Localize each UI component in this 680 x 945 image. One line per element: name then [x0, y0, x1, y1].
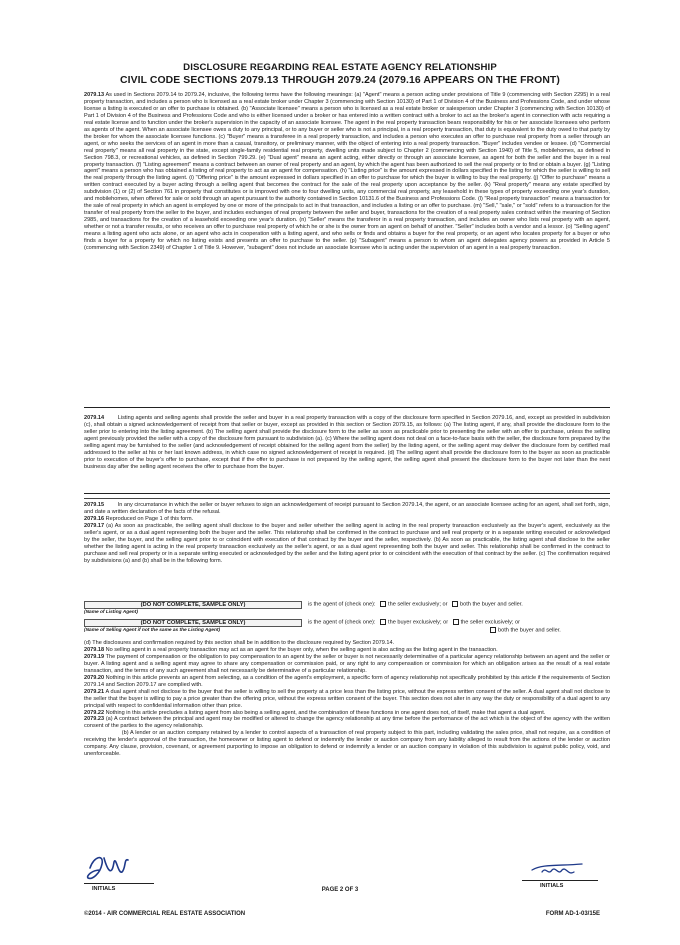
- section-text: (b) A lender or an auction company retained by a lender to control aspects of a transaction of real property subject to this part, including validating the sales price, shall not require, as a condition of receiving the lender's approval of the transaction, the homeowner or listing agent to defend or indemnify the lender or auction company from any liability alleged to result from the actions of the lender or auction company. Any clause, provision, covenant, or agreement purporting to impose an obligation to defend or indemnify a lender or an auction company in violation of this subdivision is against public policy, void, and unenforceable.: [84, 730, 611, 758]
- form-number: FORM AD-1-03/15E: [545, 911, 600, 917]
- section-2079-17: [84, 523, 610, 565]
- seller-exclusive-checkbox[interactable]: [380, 601, 386, 607]
- listing-agent-sample-field: (DO NOT COMPLETE, SAMPLE ONLY): [84, 601, 302, 609]
- section-2079-19: [84, 654, 610, 675]
- section-divider: [84, 493, 610, 494]
- checkbox-label: both the buyer and seller.: [460, 601, 523, 608]
- section-2079-15-17: [84, 502, 610, 565]
- section-divider: [84, 407, 610, 408]
- section-number: 2079.14: [84, 415, 105, 421]
- section-text: In any circumstance in which the seller or buyer refuses to sign an acknowledgement of receipt pursuant to Section 2079.14, the agent, or an associate licensee acting for an agent, shall set forth, sign, and date a written declaration of the facts of the refusal.: [84, 502, 610, 515]
- section-number: 2079.22: [84, 709, 105, 716]
- initials-label-left: INITIALS: [92, 886, 116, 892]
- checkbox-label: the buyer exclusively; or: [388, 619, 449, 626]
- selling-agent-both-choice: [487, 627, 561, 633]
- agency-prompt: is the agent of (check one):: [308, 619, 376, 626]
- section-2079-17d: (d) The disclosures and confirmation required by this section shall be in addition to the disclosure required by Section 2079.14.: [84, 640, 395, 646]
- page-number: PAGE 2 OF 3: [321, 887, 359, 893]
- section-2079-21: [84, 689, 610, 710]
- both-buyer-seller-checkbox[interactable]: [490, 627, 496, 633]
- section-text: A dual agent shall not disclose to the buyer that the seller is willing to sell the property at a price less than the listing price, without the express written consent of the seller. A dual agent shall not disclose to the seller that the buyer is willing to pay a price greater than the offering price, without the express written consent of the buyer. This section does not alter in any way the duty or responsibility of a dual agent to any principal with respect to confidential information other than price.: [84, 688, 610, 709]
- checkbox-label: the seller exclusively; or: [460, 619, 521, 626]
- initials-label-right: INITIALS: [540, 883, 564, 889]
- selling-agent-caption: (Name of Selling Agent if not the same as the Listing Agent): [84, 628, 221, 633]
- section-number: 2079.16: [84, 515, 105, 522]
- section-number: 2079.17: [84, 522, 105, 529]
- copyright-notice: ©2014 - AIR COMMERCIAL REAL ESTATE ASSOCIATION: [84, 911, 246, 917]
- section-text: Reproduced on Page 1 of this form.: [105, 515, 194, 522]
- checkbox-label: both the buyer and seller.: [498, 627, 561, 634]
- listing-agent-agency-choice: [308, 601, 523, 607]
- section-number: 2079.18: [84, 646, 105, 653]
- agency-prompt: is the agent of (check one):: [308, 601, 376, 608]
- handwritten-initials-left: [84, 850, 144, 884]
- section-text: As used in Sections 2079.14 to 2079.24, inclusive, the following terms have the following meanings: (a) "Agent" means a person acting under provisions of Title 9 (commencing with Section 2295) in a real property transaction, and includes a person who is licensed as a real estate broker under Chapter 3 (commencing with Section 10130) of Part 1 of Division 4 of the Business and Professions Code, and under whose license a listing is executed or an offer to purchase is obtained. (b) "Associate licensee" means a person who is licensed as a real estate broker or salesperson under Chapter 3 (commencing with Section 10130) of Part 1 of Division 4 of the Business and Professions Code and who is either licensed under a broker or has entered into a written contract with a broker to act as the broker's agent in connection with acts requiring a real estate license and to function under the broker's supervision in the capacity of an associate licensee. The agent in the real property transaction bears responsibility for his or her associate licensees who perform as agents of the agent. When an associate licensee owes a duty to any principal, or to any buyer or seller who is not a principal, in a real property transaction, that duty is equivalent to the duty owed to that party by the broker for whom the associate licensee functions. (c) "Buyer" means a transferee in a real property transaction, and includes a person who executes an offer to purchase real property from a seller through an agent, or who seeks the services of an agent in more than a casual, transitory, or preliminary manner, with the object of entering into a real property transaction. "Buyer" includes vendee or lessee. (d) "Commercial real property" means all real property in the state, except single-family residential real property, dwelling units made subject to Chapter 2 (commencing with Section 1940) of Title 5, mobilehomes, as defined in Section 798.3, or recreational vehicles, as defined in Section 799.29. (e) "Dual agent" means an agent acting, either directly or through an associate licensee, as agent for both the seller and the buyer in a real property transaction. (f) "Listing agreement" means a contract between an owner of real property and an agent, by which the agent has been authorized to sell the real property or to find or obtain a buyer. (g) "Listing agent" means a person who has obtained a listing of real property to act as an agent for compensation. (h) "Listing price" is the amount expressed in dollars specified in the listing for which the seller is willing to sell the real property through the listing agent. (i) "Offering price" is the amount expressed in dollars specified in an offer to purchase for which the buyer is willing to buy the real property. (j) "Offer to purchase" means a written contract executed by a buyer acting through a selling agent that becomes the contract for the sale of the real property upon acceptance by the seller. (k) "Real property" means any estate specified by subdivision (1) or (2) of Section 761 in property that constitutes or is improved with one to four dwelling units, any commercial real property, any leasehold in these types of property exceeding one year's duration, and mobilehomes, when offered for sale or sold through an agent pursuant to the authority contained in Section 10131.6 of the Business and Professions Code. (l) "Real property transaction" means a transaction for the sale of real property in which an agent is employed by one or more of the principals to act in that transaction, and includes a listing or an offer to purchase. (m) "Sell," "sale," or "sold" refers to a transaction for the transfer of real property from the seller to the buyer, and includes exchanges of real property between the seller and buyer, transactions for the creation of a real property sales contract within the meaning of Section 2985, and transactions for the creation of a leasehold exceeding one year's duration. (n) "Seller" means the transferor in a real property transaction, and includes an owner who lists real property with an agent, whether or not a transfer results, or who receives an offer to purchase real property of which he or she is the owner from an agent on behalf of another. "Seller" includes both a vendor and a lessor. (o) "Selling agent" means a listing agent who acts alone, or an agent who acts in cooperation with a listing agent, and who sells or finds and obtains a buyer for the real property, or an agent who locates property for a buyer or who finds a buyer for a property for which no listing exists and presents an offer to purchase to the seller. (p) "Subagent" means a person to whom an agent delegates agency powers as provided in Article 5 (commencing with Section 2349) of Chapter 1 of Title 9. However, "subagent" does not include an associate licensee who is acting under the supervision of an agent in a real property transaction.: [84, 92, 610, 251]
- section-text: Nothing in this article precludes a listing agent from also being a selling agent, and the combination of these functions in one agent does not, of itself, make that agent a dual agent.: [105, 709, 546, 716]
- selling-agent-agency-choice: [308, 619, 520, 625]
- section-2079-18: [84, 647, 610, 654]
- section-text: Nothing in this article prevents an agent from selecting, as a condition of the agent's employment, a specific form of agency relationship not specifically prohibited by this article if the requirements of Section 2079.14 and Section 2079.17 are complied with.: [84, 674, 610, 688]
- sections-2079-17d-23: [84, 640, 610, 758]
- section-number: 2079.20: [84, 674, 105, 681]
- section-divider-thin: [84, 498, 610, 499]
- handwritten-initials-right: [528, 860, 588, 882]
- section-text: The payment of compensation or the obligation to pay compensation to an agent by the seller or buyer is not necessarily determinative of a particular agency relationship between an agent and the seller or buyer. A listing agent and a selling agent may agree to share any compensation or commission paid, or any right to any compensation or commission for which an obligation arises as the result of a real estate transaction, and the terms of any such agreement shall not necessarily be determinative of a particular relationship.: [84, 653, 610, 674]
- section-text: (a) A contract between the principal and agent may be modified or altered to change the agency relationship at any time before the performance of the act which is the object of the agency with the written consent of the parties to the agency relationship.: [84, 716, 610, 730]
- section-2079-14: [84, 415, 610, 471]
- seller-exclusive-checkbox[interactable]: [453, 619, 459, 625]
- section-number: 2079.13: [84, 92, 105, 98]
- section-number: 2079.21: [84, 688, 105, 695]
- section-2079-23: [84, 716, 610, 730]
- section-2079-16: [84, 516, 610, 523]
- section-2079-15: [84, 502, 610, 516]
- buyer-exclusive-checkbox[interactable]: [380, 619, 386, 625]
- section-text: (a) As soon as practicable, the selling agent shall disclose to the buyer and seller whether the selling agent is acting in the real property transaction exclusively as the buyer's agent, exclusively as the seller's agent, or as a dual agent representing both the buyer and the seller. This relationship shall be confirmed in the contract to purchase and sell real property or in a separate writing executed or acknowledged by the seller, the buyer, and the selling agent prior to or coincident with execution of that contract by the buyer and the seller, respectively. (b) As soon as practicable, the listing agent shall disclose to the seller whether the listing agent is acting in the real property transaction exclusively as the seller's agent, or as a dual agent representing both the buyer and seller. This relationship shall be confirmed in the contract to purchase and sell real property or in a separate writing executed or acknowledged by the seller and the listing agent prior to or coincident with the execution of that contract by the seller. (c) The confirmation required by subdivisions (a) and (b) shall be in the following form.: [84, 522, 610, 564]
- section-number: 2079.19: [84, 653, 105, 660]
- initials-line-left: [84, 883, 154, 884]
- listing-agent-caption: (Name of Listing Agent): [84, 610, 138, 615]
- document-title: DISCLOSURE REGARDING REAL ESTATE AGENCY RELATIONSHIP: [183, 62, 497, 73]
- section-2079-22: [84, 710, 610, 717]
- section-text: No selling agent in a real property transaction may act as an agent for the buyer only, when the selling agent is also acting as the listing agent in the transaction.: [105, 646, 498, 653]
- section-2079-20: [84, 675, 610, 689]
- confirmation-selling-caption-row: [84, 628, 610, 638]
- both-buyer-seller-checkbox[interactable]: [452, 601, 458, 607]
- section-2079-23b: [84, 730, 610, 758]
- section-2079-13: [84, 92, 610, 252]
- checkbox-label: the seller exclusively; or: [388, 601, 448, 608]
- section-number: 2079.23: [84, 716, 105, 723]
- document-subtitle: CIVIL CODE SECTIONS 2079.13 THROUGH 2079.24 (2079.16 APPEARS ON THE FRONT): [120, 75, 560, 86]
- section-text: Listing agents and selling agents shall provide the seller and buyer in a real property transaction with a copy of the disclosure form specified in Section 2079.16, and, except as provided in subdivision (c), shall obtain a signed acknowledgement of receipt from that seller or buyer, except as provided in this section or Section 2079.15, as follows: (a) The listing agent, if any, shall provide the disclosure form to the seller prior to entering into the listing agreement. (b) The selling agent shall provide the disclosure form to the seller as soon as practicable prior to presenting the seller with an offer to purchase, unless the selling agent previously provided the seller with a copy of the disclosure form pursuant to subdivision (a). (c) Where the selling agent does not deal on a face-to-face basis with the seller, the disclosure form prepared by the selling agent may be furnished to the seller (and acknowledgement of receipt obtained for the selling agent from the seller) by the listing agent, or the selling agent may deliver the disclosure form by certified mail addressed to the seller at his or her last known address, in which case no signed acknowledgement of receipt is required. (d) The selling agent shall provide the disclosure form to the buyer as soon as practicable prior to execution of the buyer's offer to purchase, except that if the offer to purchase is not prepared by the selling agent, the selling agent shall present the disclosure form to the buyer not later than the next business day after the selling agent receives the offer to purchase from the buyer.: [84, 415, 611, 470]
- section-number: 2079.15: [84, 502, 105, 508]
- selling-agent-sample-field: (DO NOT COMPLETE, SAMPLE ONLY): [84, 619, 302, 627]
- initials-line-right: [522, 880, 598, 881]
